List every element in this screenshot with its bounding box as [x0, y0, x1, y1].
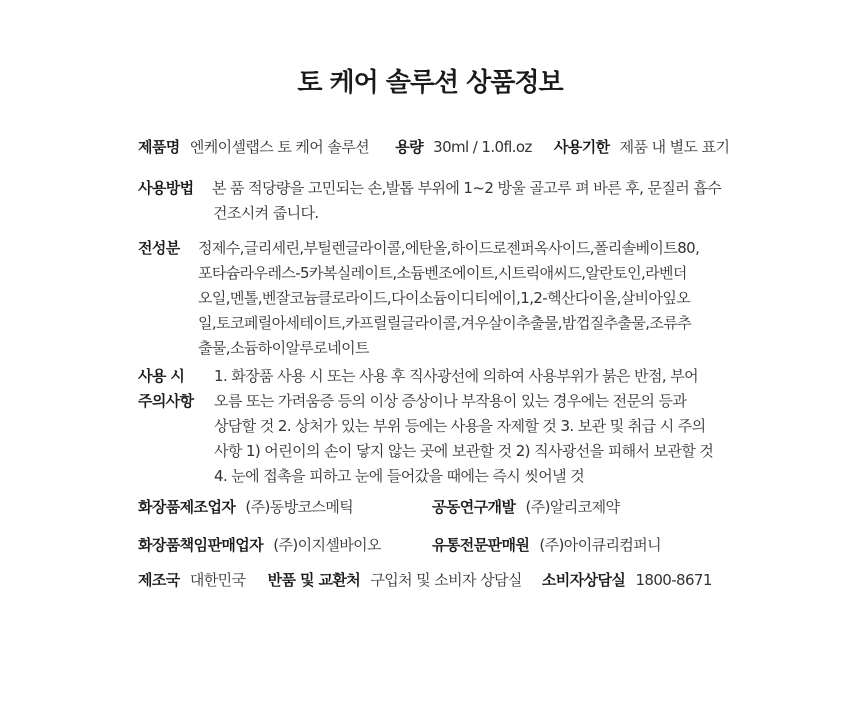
ingredients-line: 포타슘라우레스-5카복실레이트,소듐벤조에이트,시트릭애씨드,알란토인,라벤더 — [198, 264, 687, 282]
usage-line: 건조시켜 줍니다. — [213, 204, 319, 222]
ingredients-line: 정제수,글리세린,부틸렌글라이콜,에탄올,하이드로젠퍼옥사이드,폴리솔베이트80, — [198, 239, 700, 257]
footer-row — [138, 569, 712, 590]
caution-label-line: 주의사항 — [138, 392, 194, 410]
caution-text — [214, 364, 713, 489]
ingredients-line: 일,토코페릴아세테이트,카프릴릴글라이콜,겨우살이추출물,밤껍질추출물,조류추 — [198, 314, 692, 332]
manufacturer-label: 화장품제조업자 — [138, 498, 236, 516]
country-label: 제조국 — [138, 571, 180, 589]
cs-value: 1800-8671 — [635, 571, 712, 589]
usage-line: 본 품 적당량을 고민되는 손,발톱 부위에 1~2 방울 골고루 펴 바른 후, 문질러 흡수 — [212, 179, 722, 197]
summary-row — [138, 136, 729, 157]
ingredients-line: 오일,멘톨,벤잘코늄클로라이드,다이소듐이디티에이,1,2-헥산다이올,살비아잎오 — [198, 289, 691, 307]
caution-line: 상담할 것 2. 상처가 있는 부위 등에는 사용을 자제할 것 3. 보관 및 취급 시 주의 — [214, 417, 706, 435]
expiry-label: 사용기한 — [553, 138, 610, 156]
seller-item — [138, 534, 381, 555]
caution-line: 4. 눈에 접촉을 피하고 눈에 들어갔을 때에는 즉시 씻어낼 것 — [214, 467, 585, 485]
usage-label: 사용방법 — [138, 179, 194, 197]
caution-line: 오름 또는 가려움증 등의 이상 증상이나 부작용이 있는 경우에는 전문의 등과 — [214, 392, 687, 410]
product-name-value: 엔케이셀랩스 토 케어 솔루션 — [189, 138, 370, 156]
distributor-value: (주)아이큐리컴퍼니 — [539, 536, 662, 554]
caution-label-line: 사용 시 — [138, 367, 185, 385]
page-title: 토 케어 솔루션 상품정보 — [297, 68, 563, 98]
ingredients-label: 전성분 — [138, 239, 180, 257]
usage-text — [212, 176, 721, 226]
ingredients-text — [198, 236, 699, 361]
distributor-label: 유통전문판매원 — [432, 536, 530, 554]
ingredients-line: 출물,소듐하이알루로네이트 — [198, 339, 369, 357]
manufacturer-item — [138, 496, 353, 517]
caution-label — [138, 364, 194, 414]
research-item — [432, 496, 619, 517]
country-value: 대한민국 — [189, 571, 246, 589]
expiry-value: 제품 내 별도 표기 — [619, 138, 730, 156]
distributor-item — [432, 534, 661, 555]
return-label: 반품 및 교환처 — [267, 571, 361, 589]
seller-label: 화장품책임판매업자 — [138, 536, 264, 554]
volume-label: 용량 — [395, 138, 423, 156]
manufacturer-value: (주)동방코스메틱 — [245, 498, 354, 516]
return-value: 구입처 및 소비자 상담실 — [370, 571, 522, 589]
research-value: (주)알리코제약 — [525, 498, 620, 516]
volume-value: 30ml / 1.0fl.oz — [433, 138, 532, 156]
seller-value: (주)이지셀바이오 — [273, 536, 381, 554]
cs-label: 소비자상담실 — [541, 571, 626, 589]
product-name-label: 제품명 — [138, 138, 180, 156]
research-label: 공동연구개발 — [432, 498, 516, 516]
caution-line: 1. 화장품 사용 시 또는 사용 후 직사광선에 의하여 사용부위가 붉은 반점, 부어 — [214, 367, 698, 385]
caution-line: 사항 1) 어린이의 손이 닿지 않는 곳에 보관할 것 2) 직사광선을 피해서 보관할 것 — [214, 442, 714, 460]
